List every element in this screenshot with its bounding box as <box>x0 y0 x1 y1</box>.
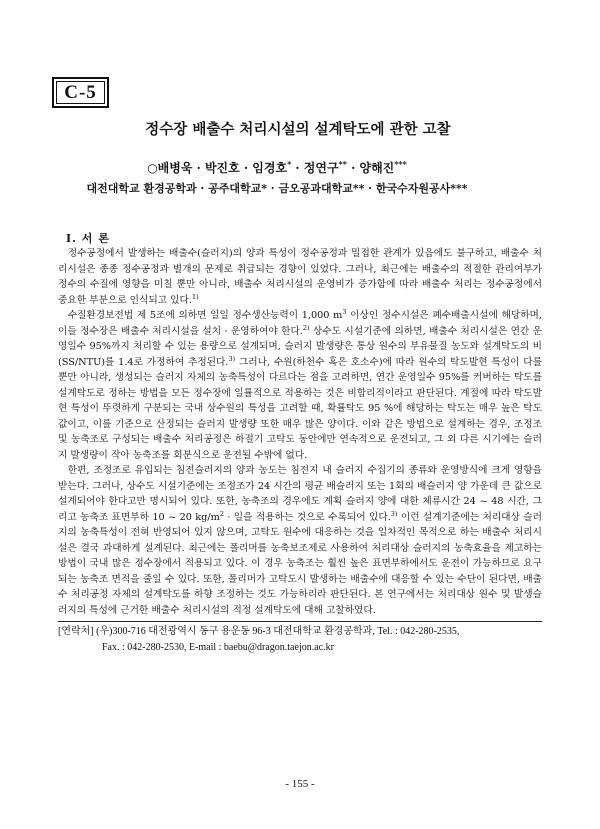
body-text <box>58 246 542 618</box>
paragraph-superscript: 1) <box>191 292 199 301</box>
body-paragraph <box>58 463 542 618</box>
paragraph-text: 이상인 정수시설은 폐수배출시설에 해당하며, 이들 정수장은 배출수 처리시설을 설치 · 운영하여야 한다. <box>58 310 542 337</box>
paragraph-text: 정수공정에서 발생하는 배출수(슬러지)의 양과 특성이 정수공정과 밀접한 관계가 있음에도 불구하고, 배출수 처리시설은 종종 정수공정과 별개의 문제로 취급되는 경향이 있었다. 그러나, 최근에는 배출수의 적절한 관리여부가 정수의 수질에 영향을 미칠 뿐만 아니라, 배출수 처리시설의 운영비가 증가함에 따라 배출수 처리는 정수공정에서 중요한 부분으로 인식되고 있다. <box>58 248 542 306</box>
author-superscript: *** <box>394 159 407 169</box>
paragraph-superscript: 3) <box>390 509 398 518</box>
author-text: · 정연구 <box>291 161 339 175</box>
body-paragraph <box>58 246 542 308</box>
paragraph-superscript: 3 <box>342 307 347 316</box>
section-heading: Ⅰ. 서 론 <box>66 232 110 245</box>
contact-address-line: [연락처] (우)300-716 대전광역시 동구 용운동 96-3 대전대학교 환경공학과, Tel. : 042-280-2535, <box>58 626 460 637</box>
author-text: · 양해진 <box>346 161 395 175</box>
author-superscript: * <box>287 159 292 169</box>
paragraph-superscript: 3) <box>228 354 236 363</box>
affiliation-list: 대전대학교 환경공학과 · 공주대학교* · 금오공과대학교** · 한국수자원공사*** <box>86 182 468 195</box>
paragraph-text: 그러나, 수원(하천수 혹은 호소수)에 따라 원수의 탁도발현 특성이 다를 뿐만 아니라, 생성되는 슬러지 자체의 농축특성이 다르다는 점을 고려하면, 연간 운영일수 95%를 커버하는 탁도를 설계탁도로 정하는 방법을 모든 정수장에 일률적으로 적용하는 것은 비합리적이라고 판단된다. 계절에 따라 탁도발현 특성이 뚜렷하게 구분되는 국내 상수원의 특성을 고려할 때, 확률탁도 95 %에 해당하는 탁도는 매우 높은 탁도 값이고, 이를 기준으로 산정되는 슬러지 발생량 또한 매우 많은 양이다. 이와 같은 방법으로 설계하는 경우, 조정조 및 농축조로 구성되는 배출수 처리공정은 하절기 고탁도 동안에만 연속적으로 운전되고, 그 외 다른 시기에는 슬러지 발생량이 작아 농축조를 회분식으로 운전될 수밖에 없다. <box>58 356 542 461</box>
contact-fax-email-line: Fax. : 042-280-2530, E-mail : baebu@dragon.taejon.ac.kr <box>102 642 334 653</box>
paragraph-superscript: 2) <box>302 323 310 332</box>
paragraph-text: · 일을 적용하는 것으로 수록되어 있다. <box>223 511 391 523</box>
page-number: - 155 - <box>285 778 315 790</box>
body-paragraph <box>58 308 542 463</box>
author-superscript: ** <box>338 159 347 169</box>
paragraph-text: 상수도 시설기준에 의하면, 배출수 처리시설은 연간 운영일수 95%까지 처리할 수 있는 용량으로 설계되며, 슬러지 발생량은 통상 원수의 부유물질 농도와 설계탁도의 비(SS/NTU)를 1.4로 가정하여 추정된다. <box>58 325 543 368</box>
contact-info <box>58 621 542 656</box>
paragraph-text: 한편, 조정조로 유입되는 침전슬러지의 양과 농도는 침전지 내 슬러지 수집기의 종류와 운영방식에 크게 영향을 받는다. 그러나, 상수도 시설기준에는 조정조가 24 시간의 평균 배슬러지 또는 1회의 배슬러지 양 가운데 큰 값으로 설계되어야 한다고만 명시되어 있다. 또한, 농축조의 경우에도 계획 슬러지 양에 대한 체류시간 24 ~ 48 시간, 그리고 농축조 표면부하 10 ~ 20 kg/m <box>58 465 542 523</box>
session-code: C-5 <box>64 81 97 103</box>
author-list <box>50 160 504 177</box>
paper-title: 정수장 배출수 처리시설의 설계탁도에 관한 고찰 <box>145 121 451 138</box>
main-content <box>58 246 542 656</box>
session-code-box <box>52 77 109 108</box>
author-text: ○배병욱 · 박진호 · 임경호 <box>147 161 288 175</box>
paragraph-text: 수질환경보전법 제 5조에 의하면 일일 정수생산능력이 1,000 m <box>67 310 343 321</box>
paragraph-text: 이런 설계기준에는 처리대상 슬러지의 농축특성이 전혀 반영되어 있지 않으며, 고탁도 원수에 대응하는 것을 일차적인 목적으로 하는 배출수 처리시설은 결국 과대하게 설계된다. 최근에는 폴리머를 농축보조제로 사용하여 처리대상 슬러지의 농축효율을 제고하는 방법이 국내 많은 정수장에서 적용되고 있다. 이 경우 농축조는 훨씬 높은 표면부하에서도 운전이 가능하므로 요구되는 농축조 면적을 줄일 수 있다. 또한, 폴리머가 고탁도시 발생하는 배출수에 대응할 수 있는 수단이 된다면, 배출수 처리공정 자체의 설계탁도를 하향 조정하는 것도 가능하리라 판단된다. 본 연구에서는 처리대상 원수 및 발생슬러지의 특성에 근거한 배출수 처리시설의 적정 설계탁도에 대해 고찰하였다. <box>58 511 542 616</box>
paragraph-superscript: 2 <box>219 509 224 518</box>
